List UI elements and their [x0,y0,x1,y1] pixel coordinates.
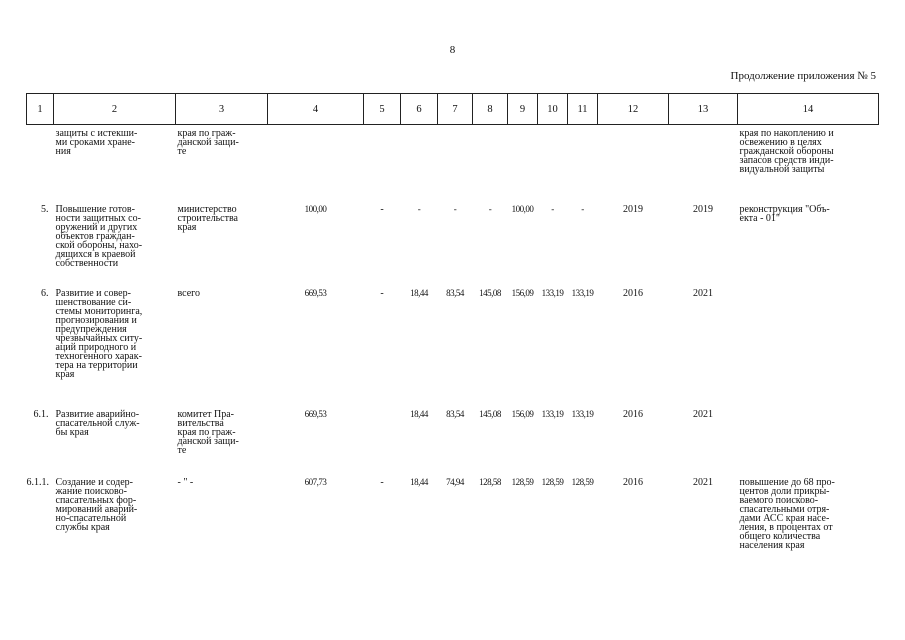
header-cell: 7 [438,94,473,125]
year-value-cell [538,125,568,200]
year-value-cell: 83,54 [446,409,464,419]
year-value-cell [438,125,473,200]
header-cell: 1 [27,94,54,125]
item-number-cell [27,125,54,200]
year-value-cell: 83,54 [446,288,464,298]
year-value-cell [508,125,538,200]
year-value-cell: 145,08 [479,409,501,419]
total-amount-cell: 669,53 [304,288,327,298]
activity-name-cell: защиты с истекши- ми сроками хране- ния [55,128,138,157]
year-value-cell: 145,08 [479,288,501,298]
table-row [27,125,879,200]
table-row [27,472,879,578]
header-cell: 14 [738,94,879,125]
year-value-cell: 100,00 [511,204,534,214]
header-cell: 5 [364,94,401,125]
item-number-cell: 6.1. [33,409,49,420]
appendix-table [26,93,879,578]
header-cell: 2 [54,94,176,125]
end-year-cell [669,125,738,200]
year-value-cell: 133,19 [541,288,564,298]
continuation-caption: Продолжение приложения № 5 [730,70,876,82]
year-value-cell: - [417,204,421,214]
total-amount-cell: 607,73 [304,477,327,487]
year-value-cell: - [380,477,384,488]
executor-cell: края по граж- данской защи- те [177,128,239,157]
total-amount-cell: 100,00 [304,204,327,214]
expected-result-cell [738,404,879,472]
expected-result-cell: реконструкция "Объ- екта - 01" [739,204,830,224]
header-cell: 13 [669,94,738,125]
year-value-cell [473,125,508,200]
year-value-cell: - [488,204,492,214]
end-year-cell: 2019 [693,204,713,215]
header-cell: 11 [568,94,598,125]
end-year-cell: 2021 [693,409,713,420]
activity-name-cell: Развитие и совер- шенствование си- стемы мониторинга, прогнозирования и предупреждения чрезвычайных ситу- аций природного и техногенного харак- тера на территории края [55,288,143,380]
header-cell: 3 [176,94,268,125]
year-value-cell: 128,59 [511,477,534,487]
expected-result-cell: края по накоплению и освежению в целях гражданской обороны запасов средств инди- видуальной защиты [739,128,834,175]
year-value-cell: - [453,204,457,214]
start-year-cell: 2016 [623,288,643,299]
header-cell: 8 [473,94,508,125]
table-row [27,404,879,472]
year-value-cell [568,125,598,200]
expected-result-cell [738,283,879,404]
year-value-cell: 128,59 [571,477,594,487]
end-year-cell: 2021 [693,477,713,488]
year-value-cell: - [380,288,384,299]
year-value-cell: 133,19 [541,409,564,419]
year-value-cell: 128,59 [541,477,564,487]
executor-cell: всего [177,288,201,299]
executor-cell: министерство строительства края [177,204,238,233]
header-cell: 12 [598,94,669,125]
header-cell: 6 [401,94,438,125]
year-value-cell: 133,19 [571,409,594,419]
expected-result-cell: повышение до 68 про- центов доли прикры- ваемого поисково- спасательными отря- дами АСС края насе- ления, в процентах от общего количества населения края [739,477,835,551]
executor-cell: - " - [177,477,194,488]
item-number-cell: 5. [41,204,49,215]
header-cell: 4 [268,94,364,125]
table-row [27,283,879,404]
activity-name-cell: Развитие аварийно- спасательной служ- бы края [55,409,140,438]
activity-name-cell: Повышение готов- ности защитных со- оружений и других объектов граждан- ской обороны, нахо- дящихся в краевой собственности [55,204,143,269]
year-value-cell: 156,09 [511,409,534,419]
year-value-cell: 18,44 [410,409,428,419]
activity-name-cell: Создание и содер- жание поисково- спасательных фор- мирований аварий- но-спасательной службы края [55,477,138,533]
year-value-cell: 18,44 [410,477,428,487]
end-year-cell: 2021 [693,288,713,299]
table-header-row [27,94,879,125]
header-cell: 9 [508,94,538,125]
total-amount-cell: 669,53 [304,409,327,419]
table-row [27,199,879,283]
header-cell: 10 [538,94,568,125]
item-number-cell: 6. [41,288,49,299]
year-value-cell: 18,44 [410,288,428,298]
start-year-cell: 2016 [623,409,643,420]
year-value-cell [364,404,401,472]
executor-cell: комитет Пра- вительства края по граж- данской защи- те [177,409,239,456]
year-value-cell: 156,09 [511,288,534,298]
year-value-cell: - [581,204,584,214]
start-year-cell: 2016 [623,477,643,488]
start-year-cell: 2019 [623,204,643,215]
total-amount-cell [268,125,364,200]
item-number-cell: 6.1.1. [26,477,49,488]
year-value-cell [364,125,401,200]
year-value-cell: 128,58 [479,477,501,487]
year-value-cell: 74,94 [446,477,464,487]
start-year-cell [598,125,669,200]
page-number: 8 [449,44,456,56]
year-value-cell [401,125,438,200]
year-value-cell: - [551,204,554,214]
year-value-cell: - [380,204,384,215]
year-value-cell: 133,19 [571,288,594,298]
